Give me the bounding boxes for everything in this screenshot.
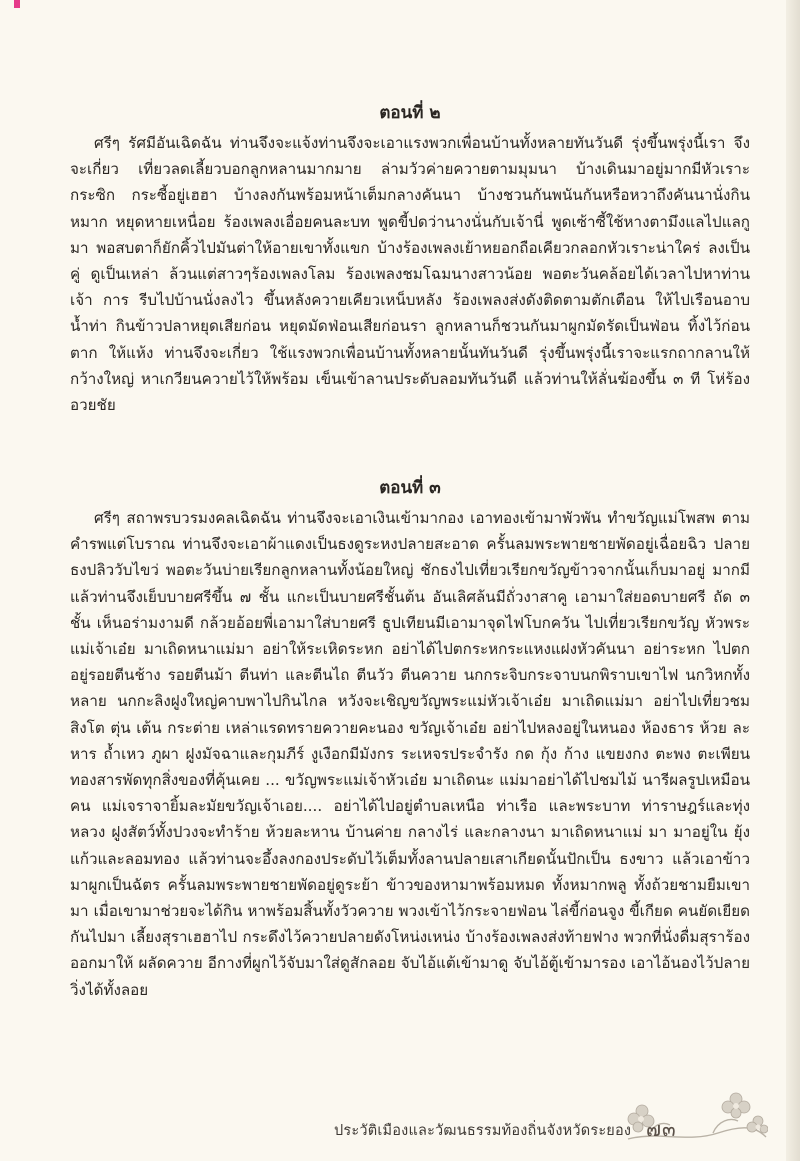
section-2-title: ตอนที่ ๒ <box>379 103 441 123</box>
page-edge <box>786 0 800 1161</box>
flower-ornament-icon <box>618 1081 768 1151</box>
section-2-body: ศรีๆ รัศมีอันเฉิดฉัน ท่านจึงจะแจ้งท่านจึงจะเอาแรงพวกเพื่อนบ้านทั้งหลายทันวันดี รุ่งขึ้นพรุ่งนี้เรา จึงจะเกี่ยว เที่ยวลดเลี้ยวบอกลูกหลานมากมาย ล่ามวัวค่ายควายตามมุมนา บ้างเดินมาอยู่มากมีหัวเราะกระซิก กระซี้อยู่เฮฮา บ้างลงกันพร้อมหน้าเต็มกลางคันนา บ้างชวนกันพนันกันหรือหวาถึงคันนานั่งกินหมาก หยุดหายเหนื่อย ร้องเพลงเอื่อยคนละบท พูดขี้ปดว่านางนั่นกับเจ้านี่ พูดเซ้าซี้ใช้หางตามึงแลไปแลกูมา พอสบตาก็ยักคิ้วไปมันต่าให้อายเขาทั้งแขก บ้างร้องเพลงเย้าหยอกถือเคียวกลอกหัวเราะน่าใคร่ ลงเป็นคู่ ดูเป็นเหล่า ล้วนแต่สาวๆร้องเพลงโลม ร้องเพลงชมโฉมนางสาวน้อย พอตะวันคล้อยได้เวลาไปหาท่านเจ้า การ รีบไปบ้านนั่งลงไว ขึ้นหลังควายเคียวเหน็บหลัง ร้องเพลงส่งดังติดตามตักเตือน ให้ไปเรือนอาบน้ำท่า กินข้าวปลาหยุดเสียก่อน หยุดมัดฟ่อนเสียก่อนรา ลูกหลานก็ชวนกันมาผูกมัดรัดเป็นฟ่อน ทิ้งไว้ก่อนตาก ให้แห้ง ท่านจึงจะเกี่ยว ใช้แรงพวกเพื่อนบ้านทั้งหลายนั้นทันวันดี รุ่งขึ้นพรุ่งนี้เราจะแรกถากลานให้กว้างใหญ่ หาเกวียนควายไว้ให้พร้อม เข็นเข้าลานประดับลอมทันวันดี แล้วท่านให้ลั่นฆ้องขึ้น ๓ ที โห่ร้องอวยชัย <box>70 134 750 415</box>
footer-book-title: ประวัติเมืองและวัฒนธรรมท้องถิ่นจังหวัดระยอง <box>334 1123 632 1139</box>
section-3-body: ศรีๆ สถาพรบวรมงคลเฉิดฉัน ท่านจึงจะเอาเงินเข้ามากอง เอาทองเข้ามาพัวพัน ทำขวัญแม่โพสพ ตามคำรพแต่โบราณ ท่านจึงจะเอาผ้าแดงเป็นธงดูระหงปลายสะอาด ครั้นลมพระพายชายพัดอยู่เฉื่อยฉิว ปลายธงปลิววับไขว่ พอตะวันบ่ายเรียกลูกหลานทั้งน้อยใหญ่ ชักธงไปเที่ยวเรียกขวัญข้าวจากนั้นเก็บมาอยู่ มากมี แล้วท่านจึงเย็บบายศรีขึ้น ๗ ชั้น แกะเป็นบายศรีชั้นต้น อันเลิศล้นมีถั่วงาสาคู เอามาใส่ยอดบายศรี ถัด ๓ ชั้น เห็นอร่ามงามดี กล้วยอ้อยพี่เอามาใส่บายศรี ธูปเทียนมีเอามาจุดไฟโบกควัน ไปเที่ยวเรียกขวัญ หัวพระแม่เจ้าเอ๋ย มาเถิดหนาแม่มา อย่าให้ระเหิดระหก อย่าได้ไปตกระหกระแหงแฝงหัวคันนา อย่าระหก ไปตกอยู่รอยตีนช้าง รอยตีนม้า ตีนท่า และตีนไถ ตีนวัว ตีนควาย นกกระจิบกระจาบนกพิราบเขาไฟ นกวิหกทั้งหลาย นกกะลิงฝูงใหญ่คาบพาไปกินไกล หวังจะเชิญขวัญพระแม่หัวเจ้าเอ๋ย มาเถิดแม่มา อย่าไปเที่ยวชมสิงโต ตุ่น เต้น กระต่าย เหล่าแรดทรายควายคะนอง ขวัญเจ้าเอ๋ย อย่าไปหลงอยู่ในหนอง ห้องธาร ห้วย ละหาร ถ้ำเหว ภูผา ฝูงมัจฉาและกุมภีร์ งูเงือกมีมังกร ระเหจรประจำรัง กด กุ้ง ก้าง แขยงกง ตะพง ตะเพียนทองสารพัดทุกสิ่งของที่คุ้นเคย ... ขวัญพระแม่เจ้าหัวเอ๋ย มาเถิดนะ แม่มาอย่าได้ไปชมไม้ นารีผลรูปเหมือนคน แม่เจราจายิ้มละมัยขวัญเจ้าเอย.... อย่าได้ไปอยู่ตำบลเหนือ ท่าเรือ และพระบาท ท่าราษฎร์และทุ่งหลวง ฝูงสัตว์ทั้งปวงจะทำร้าย ห้วยละหาน บ้านค่าย กลางไร่ และกลางนา มาเถิดหนาแม่ มา มาอยู่ใน ยุ้งแก้วและลอมทอง แล้วท่านจะอึ้งลงกองประดับไว้เต็มทั้งลานปลายเสาเกียดนั้นปักเป็น ธงขาว แล้วเอาข้าวมาผูกเป็นฉัตร ครั้นลมพระพายชายพัดอยู่ดูระย้า ข้าวของหามาพร้อมหมด ทั้งหมากพลู ทั้งถ้วยชามยืมเขามา เมื่อเขามาช่วยจะได้กิน หาพร้อมสิ้นทั้งวัวควาย พวงเข้าไว้กระจายฟ่อน ไล่ขี้ก่อนจูง ขี้เกียด คนยัดเยียดกันไปมา เลี้ยงสุราเฮฮาไป กระดึงไว้ควายปลายดังโหน่งเหน่ง บ้างร้องเพลงส่งท้ายฟาง พวกที่นั่งดื่มสุราร้องออกมาให้ ผลัดควาย อีกางที่ผูกไว้จับมาใส่ดูสักลอย จับไอ้แต้เข้ามาดู จับไอ้ตู้เข้ามารอง เอาไอ้นองไว้ปลายวิ่งได้ทั้งลอย <box>70 509 750 999</box>
corner-mark <box>14 0 20 8</box>
section-3-title: ตอนที่ ๓ <box>379 478 441 498</box>
page-footer <box>0 1109 800 1145</box>
page-number: ๗๓ <box>646 1117 677 1141</box>
